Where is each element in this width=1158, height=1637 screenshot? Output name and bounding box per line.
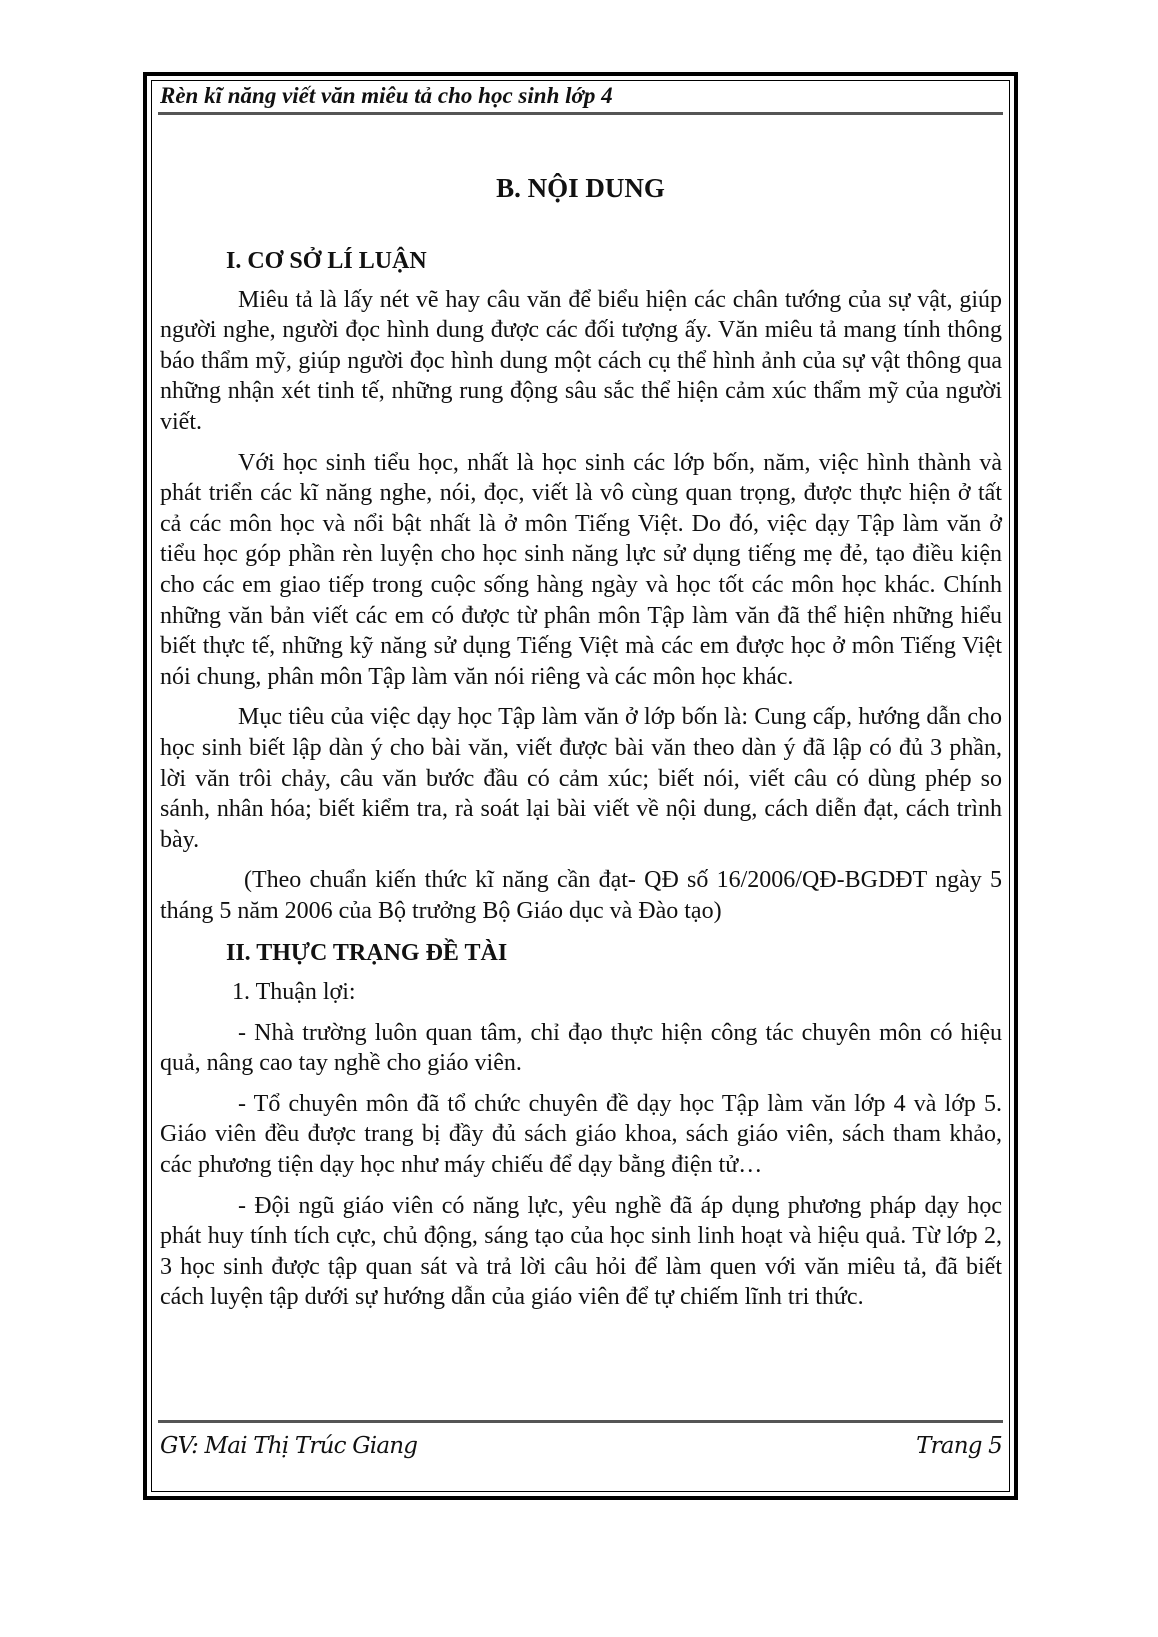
paragraph: - Nhà trường luôn quan tâm, chỉ đạo thực hiện công tác chuyên môn có hiệu quả, nâng cao tay nghề cho giáo viên. bbox=[160, 1019, 1002, 1077]
document-body bbox=[160, 246, 1002, 1323]
footer-divider bbox=[158, 1420, 1003, 1423]
citation: (Theo chuẩn kiến thức kĩ năng cần đạt- QĐ số 16/2006/QĐ-BGDĐT ngày 5 tháng 5 năm 2006 của Bộ trưởng Bộ Giáo dục và Đào tạo) bbox=[160, 867, 1002, 924]
page-number: Trang 5 bbox=[916, 1433, 1002, 1459]
paragraph: Với học sinh tiểu học, nhất là học sinh các lớp bốn, năm, việc hình thành và phát triển các kĩ năng nghe, nói, đọc, viết là vô cùng quan trọng, được thực hiện ở tất cả các môn học và nổi bật nhất là ở môn Tiếng Việt. Do đó, việc dạy Tập làm văn ở tiểu học góp phần rèn luyện cho học sinh năng lực sử dụng tiếng mẹ đẻ, tạo điều kiện cho các em giao tiếp trong cuộc sống hàng ngày và học tốt các môn học khác. Chính những văn bản viết các em có được từ phân môn Tập làm văn đã thể hiện những hiểu biết thực tế, những kỹ năng sử dụng Tiếng Việt mà các em được học ở môn Tiếng Việt nói chung, phân môn Tập làm văn nói riêng và các môn học khác. bbox=[160, 449, 1002, 690]
header-divider bbox=[158, 112, 1003, 115]
footer-author: GV: Mai Thị Trúc Giang bbox=[160, 1433, 418, 1459]
subheading: 1. Thuận lợi: bbox=[232, 979, 356, 1006]
running-header: Rèn kĩ năng viết văn miêu tả cho học sinh lớp 4 bbox=[160, 83, 613, 108]
paragraph: - Tổ chuyên môn đã tổ chức chuyên đề dạy học Tập làm văn lớp 4 và lớp 5. Giáo viên đều được trang bị đầy đủ sách giáo khoa, sách giáo viên, sách tham khảo, các phương tiện dạy học như máy chiếu để dạy bằng điện tử… bbox=[160, 1090, 1002, 1179]
document-title: B. NỘI DUNG bbox=[496, 173, 665, 203]
paragraph: - Đội ngũ giáo viên có năng lực, yêu nghề đã áp dụng phương pháp dạy học phát huy tính tích cực, chủ động, sáng tạo của học sinh linh hoạt và hiệu quả. Từ lớp 2, 3 học sinh được tập quan sát và trả lời câu hỏi để làm quen với văn miêu tả, đã biết cách luyện tập dưới sự hướng dẫn của giáo viên để tự chiếm lĩnh tri thức. bbox=[160, 1192, 1002, 1311]
paragraph: Mục tiêu của việc dạy học Tập làm văn ở lớp bốn là: Cung cấp, hướng dẫn cho học sinh biết lập dàn ý cho bài văn, viết được bài văn theo dàn ý đã lập có đủ 3 phần, lời văn trôi chảy, câu văn bước đầu có cảm xúc; biết nói, viết câu có dùng phép so sánh, nhân hóa; biết kiểm tra, rà soát lại bài viết về nội dung, cách diễn đạt, cách trình bày. bbox=[160, 704, 1002, 853]
section-heading-2: II. THỰC TRẠNG ĐỀ TÀI bbox=[226, 940, 508, 967]
running-footer bbox=[160, 1430, 1002, 1462]
section-heading-1: I. CƠ SỞ LÍ LUẬN bbox=[226, 248, 427, 274]
paragraph: Miêu tả là lấy nét vẽ hay câu văn để biểu hiện các chân tướng của sự vật, giúp người nghe, người đọc hình dung được các đối tượng ấy. Văn miêu tả mang tính thông báo thẩm mỹ, giúp người đọc hình dung một cách cụ thể hình ảnh của sự vật thông qua những nhận xét tinh tế, những rung động sâu sắc thể hiện cảm xúc thẩm mỹ của người viết. bbox=[160, 286, 1002, 435]
